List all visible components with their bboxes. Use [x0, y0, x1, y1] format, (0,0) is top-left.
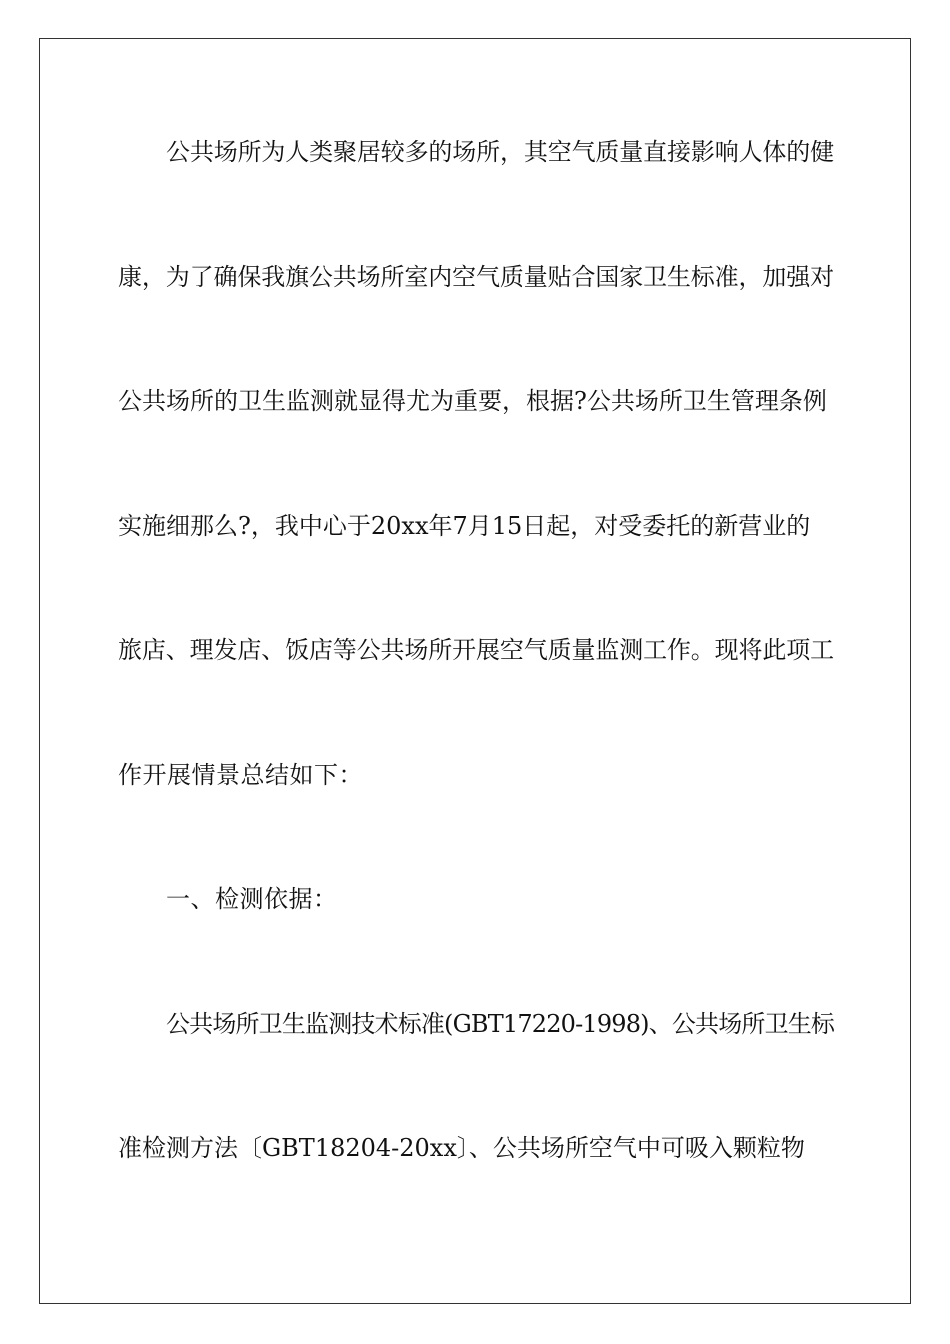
paragraph-2-line-2: 准检测方法〔GBT18204-20xx〕、公共场所空气中可吸入颗粒物 — [118, 1134, 805, 1162]
section-heading: 一、检测依据： — [166, 885, 338, 913]
paragraph-1-line-1: 公共场所为人类聚居较多的场所，其空气质量直接影响人体的健 — [166, 138, 834, 166]
page-border — [39, 38, 911, 1304]
paragraph-1-line-6: 作开展情景总结如下： — [118, 761, 363, 789]
paragraph-1-line-2: 康，为了确保我旗公共场所室内空气质量贴合国家卫生标准，加强对 — [118, 263, 834, 291]
paragraph-2-line-1: 公共场所卫生监测技术标准(GBT17220-1998)、公共场所卫生标 — [166, 1010, 835, 1038]
paragraph-1-line-5: 旅店、理发店、饭店等公共场所开展空气质量监测工作。现将此项工 — [118, 636, 834, 664]
paragraph-1-line-4: 实施细那么?，我中心于20xx年7月15日起，对受委托的新营业的 — [118, 512, 811, 540]
paragraph-1-line-3: 公共场所的卫生监测就显得尤为重要，根据?公共场所卫生管理条例 — [118, 387, 827, 415]
